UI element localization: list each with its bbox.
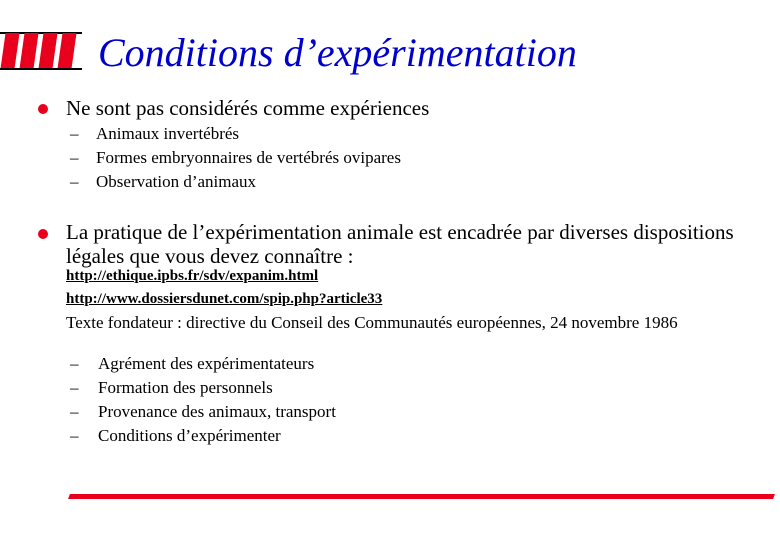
sub-item-label: Formes embryonnaires de vertébrés ovipares	[96, 148, 401, 167]
sub-item-label: Animaux invertébrés	[96, 124, 240, 143]
sub-item-label: Agrément des expérimentateurs	[98, 354, 315, 373]
logo-bar	[38, 33, 57, 69]
sub-item	[70, 376, 273, 400]
bullet-dot	[38, 229, 48, 239]
logo-bars	[0, 33, 80, 69]
sub-item	[70, 352, 314, 376]
sub-item-label: Provenance des animaux, transport	[98, 402, 336, 421]
bullet-text-2: La pratique de l’expérimentation animale est encadrée par diverses dispositions légales que vous devez connaître :	[66, 220, 734, 268]
text-fondateur: Texte fondateur : directive du Conseil des Communautés européennes, 24 novembre 1986	[66, 313, 678, 332]
link-dossiersdunet[interactable]: http://www.dossiersdunet.com/spip.php?article33	[66, 291, 383, 307]
sub-item	[70, 146, 401, 170]
sub-item	[70, 424, 281, 448]
slide-title: Conditions d’expérimentation	[98, 30, 577, 75]
logo-bar	[19, 33, 38, 69]
dash: –	[70, 354, 79, 373]
sub-item-label: Formation des personnels	[98, 378, 273, 397]
logo-bar	[0, 33, 19, 69]
sub-item-label: Observation d’animaux	[96, 172, 257, 191]
dash: –	[70, 426, 79, 445]
dash: –	[70, 378, 79, 397]
sub-item	[70, 122, 239, 146]
dash: –	[70, 402, 79, 421]
sub-item	[70, 400, 336, 424]
dash: –	[70, 148, 79, 167]
sub-item-label: Conditions d’expérimenter	[98, 426, 281, 445]
bullet-dot	[38, 104, 48, 114]
logo-line-bottom	[0, 68, 82, 70]
sub-item	[70, 170, 256, 194]
logo-bar	[57, 33, 76, 69]
dash: –	[70, 124, 79, 143]
footer-rule	[68, 494, 775, 499]
link-ethique[interactable]: http://ethique.ipbs.fr/sdv/expanim.html	[66, 268, 319, 284]
dash: –	[70, 172, 79, 191]
bullet-text-1: Ne sont pas considérés comme expériences	[66, 96, 430, 120]
